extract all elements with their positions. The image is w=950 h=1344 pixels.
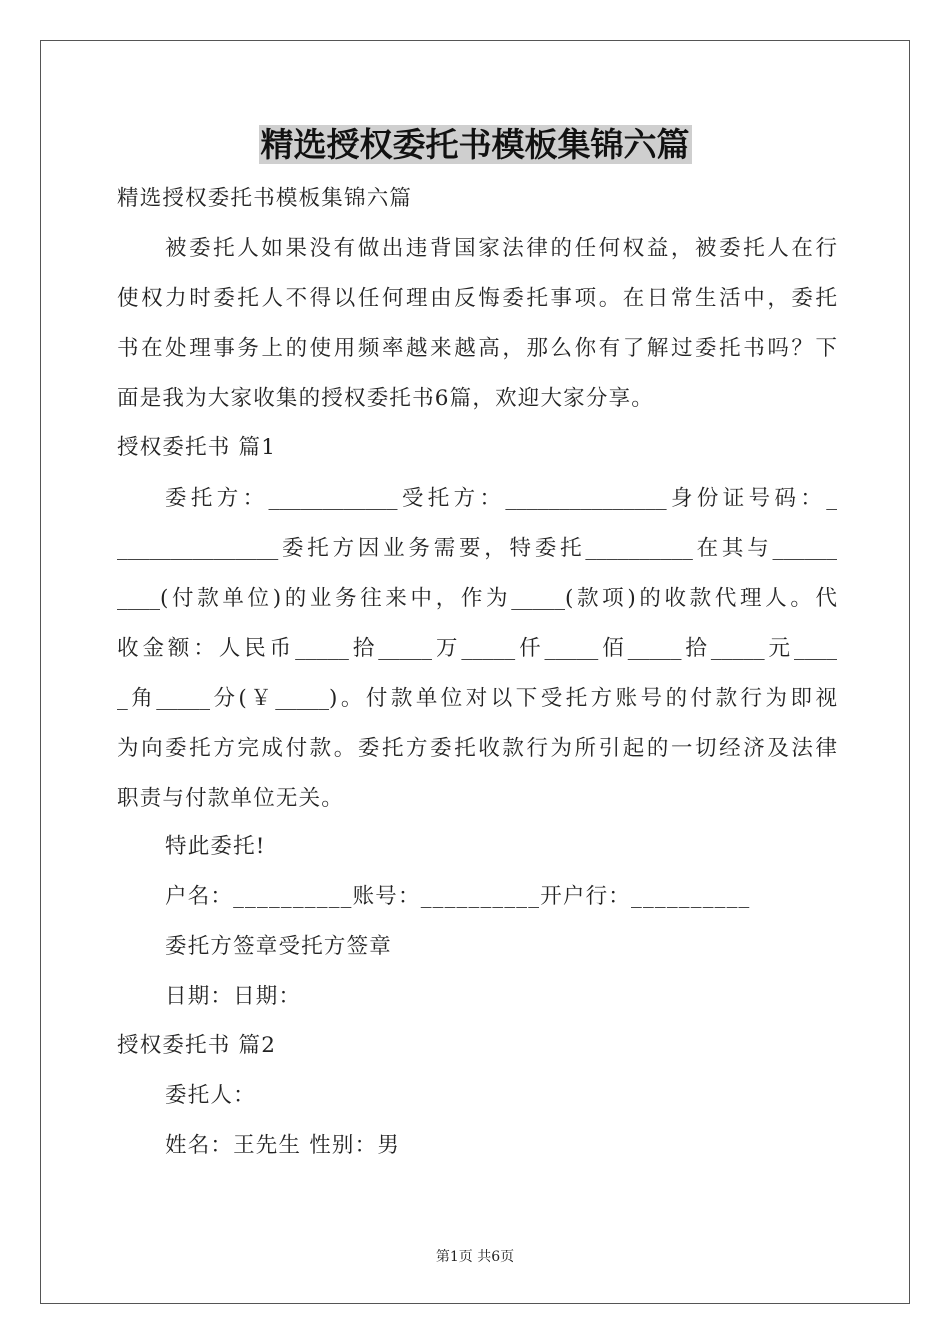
intro-line: 被委托人如果没有做出违背国家法律的任何权益，被委托人在行	[165, 236, 837, 261]
section1-body-line: 收金额：人民币_____拾_____万_____仟_____佰_____拾_____元____	[117, 636, 837, 661]
section1-body-line: 职责与付款单位无关。	[117, 786, 345, 811]
account-line: 户名：__________账号：__________开户行：__________	[165, 884, 751, 909]
section1-body-line: ____(付款单位)的业务往来中，作为_____(款项)的收款代理人。代	[117, 586, 837, 611]
document-subtitle: 精选授权委托书模板集锦六篇	[117, 186, 413, 211]
page-number: 第1页 共6页	[435, 1249, 515, 1265]
intro-line: 使权力时委托人不得以任何理由反悔委托事项。在日常生活中，委托	[117, 286, 837, 311]
special-note: 特此委托!	[165, 834, 266, 859]
client-label: 委托人：	[165, 1083, 256, 1108]
client-name-line: 姓名：王先生 性别：男	[165, 1133, 401, 1158]
section1-body-line: _角_____分(￥_____)。付款单位对以下受托方账号的付款行为即视	[117, 686, 837, 711]
date-line: 日期：日期：	[165, 984, 302, 1009]
section-heading-2: 授权委托书 篇2	[117, 1033, 277, 1058]
section1-body-line: 为向委托方完成付款。委托方委托收款行为所引起的一切经济及法律	[117, 736, 837, 761]
page-border	[40, 40, 910, 1304]
intro-line: 面是我为大家收集的授权委托书6篇，欢迎大家分享。	[117, 386, 654, 411]
section-heading-1: 授权委托书 篇1	[117, 435, 277, 460]
document-title: 精选授权委托书模板集锦六篇	[260, 125, 690, 164]
section1-body-line: 委托方：____________受托方：_______________身份证号码：_	[165, 486, 837, 511]
intro-line: 书在处理事务上的使用频率越来越高，那么你有了解过委托书吗？下	[117, 336, 837, 361]
signature-line: 委托方签章受托方签章	[165, 934, 393, 959]
section1-body-line: _______________委托方因业务需要，特委托__________在其与______	[117, 536, 837, 561]
